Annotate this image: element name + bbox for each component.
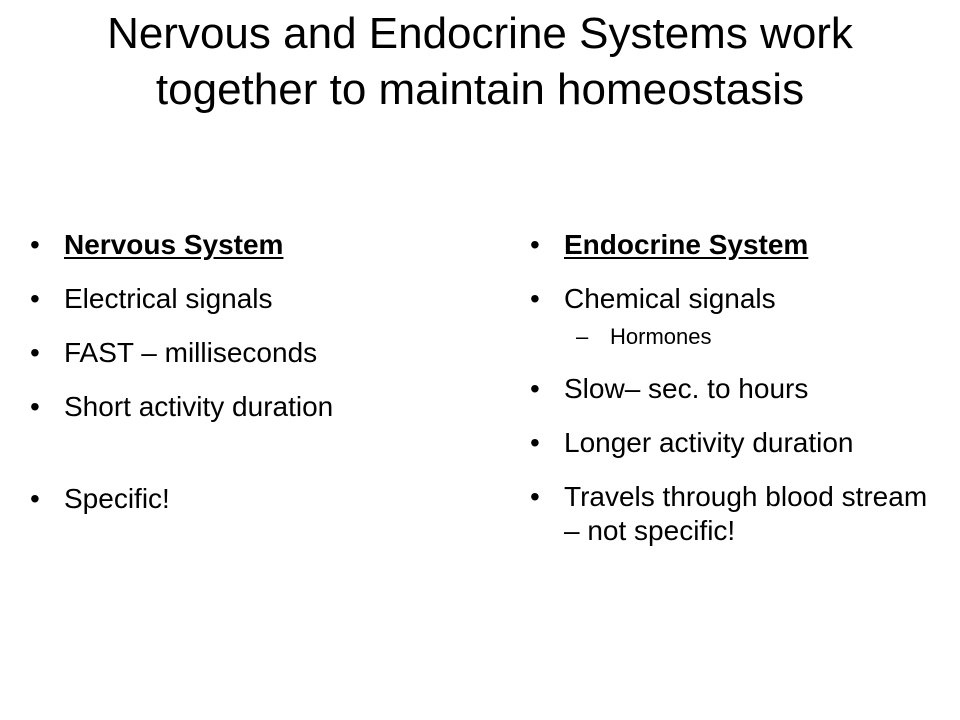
bullet-icon: • <box>30 391 40 422</box>
bullet-icon: • <box>30 337 40 368</box>
bullet-icon: • <box>530 427 540 458</box>
bullet-icon: • <box>530 373 540 404</box>
list-item <box>30 482 430 516</box>
list-item-text: Longer activity duration <box>564 427 854 458</box>
list-item <box>30 282 430 316</box>
bullet-icon: • <box>530 283 540 314</box>
bullet-icon: • <box>30 483 40 514</box>
list-item-text: Slow– sec. to hours <box>564 373 809 404</box>
bullet-icon: • <box>530 481 540 512</box>
bullet-icon: • <box>30 229 40 260</box>
bullet-icon: • <box>30 283 40 314</box>
endocrine-system-heading: Endocrine System <box>564 229 809 260</box>
sub-list-item-text: Hormones <box>610 324 712 349</box>
list-item-text: Short activity duration <box>64 391 334 422</box>
list-item <box>530 372 940 406</box>
list-item <box>530 282 940 316</box>
list-item-text: Travels through blood stream – not specific! <box>564 481 928 546</box>
list-item-text: Electrical signals <box>64 283 273 314</box>
endocrine-system-heading-item <box>530 228 940 262</box>
dash-icon: – <box>576 324 589 349</box>
list-item <box>30 390 430 424</box>
nervous-system-heading: Nervous System <box>64 229 284 260</box>
list-item-text: Chemical signals <box>564 283 776 314</box>
nervous-system-list <box>30 228 430 516</box>
nervous-system-column <box>30 228 430 536</box>
sub-list-item <box>530 324 940 350</box>
list-item-text: FAST – milliseconds <box>64 337 318 368</box>
bullet-icon: • <box>530 229 540 260</box>
list-item <box>530 480 940 548</box>
endocrine-system-column <box>530 228 940 568</box>
list-item <box>530 426 940 460</box>
nervous-system-heading-item <box>30 228 430 262</box>
list-item <box>30 336 430 370</box>
slide-title: Nervous and Endocrine Systems work together to maintain homeostasis <box>107 9 853 114</box>
list-item-text: Specific! <box>64 483 170 514</box>
endocrine-system-list <box>530 228 940 548</box>
